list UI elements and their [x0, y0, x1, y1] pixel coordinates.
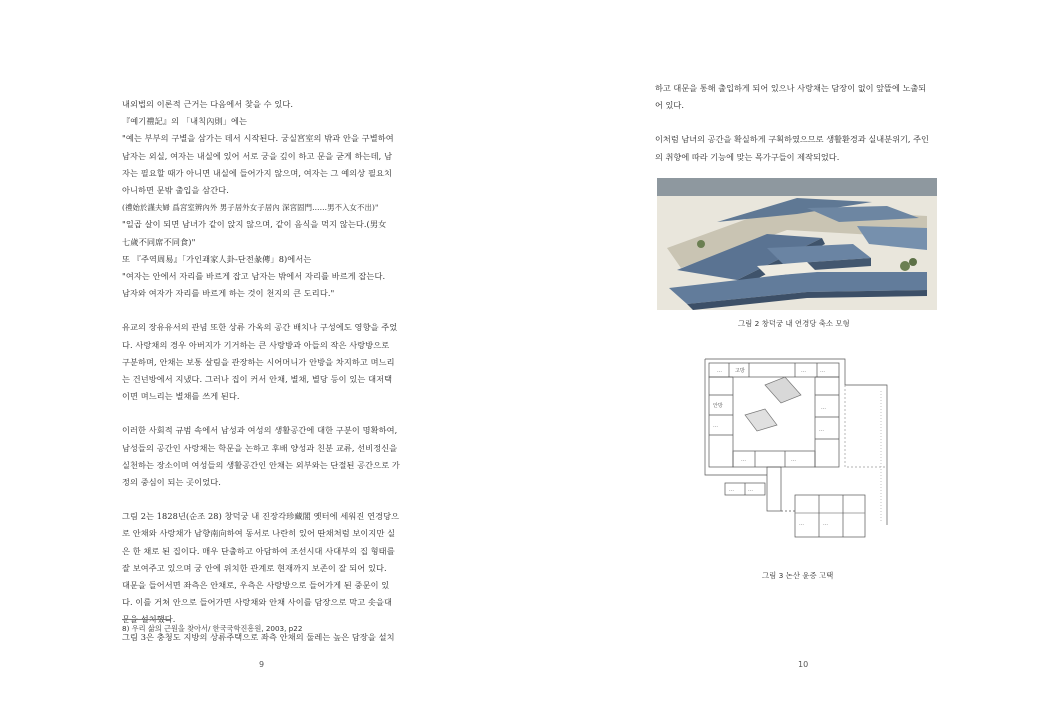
- left-body-text: [122, 96, 404, 646]
- text-line: 남자와 여자가 자리를 바르게 하는 것이 천지의 큰 도리다.": [122, 288, 335, 299]
- plan-label: …: [820, 368, 825, 374]
- text-line: 다. 사랑채의 경우 아버지가 기거하는 큰 사랑방과 아들의 작은 사랑방으로: [122, 339, 390, 350]
- plan-label: 고방: [735, 368, 745, 374]
- text-line: 어 있다.: [655, 100, 684, 111]
- text-line: 남자는 외실, 여자는 내실에 있어 서로 궁을 깊이 하고 문을 굳게 하는데, 남: [122, 150, 393, 161]
- text-line: 그림 2는 1828년(순조 28) 창덕궁 내 진장각珍藏閣 옛터에 세워진 연경당으: [122, 511, 400, 522]
- text-line: 잘 보여주고 있으며 궁 안에 위치한 관계로 현재까지 보존이 잘 되어 있다.: [122, 562, 387, 573]
- figure-3-caption: 그림 3 논산 윤증 고택: [762, 571, 834, 580]
- text-line: 자는 필요할 때가 아니면 내실에 들어가지 않으며, 여자는 그 예의상 필요치: [122, 167, 393, 178]
- paragraph-1: [655, 80, 938, 114]
- right-page: [530, 0, 1060, 719]
- figure-2-caption: 그림 2 창덕궁 내 연경당 축소 모형: [738, 319, 850, 328]
- text-line: 그림 3은 충청도 지방의 상류주택으로 좌측 안채의 둘레는 높은 담장을 설치: [122, 631, 395, 642]
- text-line: 는 건넌방에서 지냈다. 그러나 집이 커서 안채, 별채, 별당 등이 있는 대저택: [122, 374, 393, 385]
- plan-label: …: [748, 487, 753, 493]
- plan-label: …: [729, 487, 734, 493]
- text-line: 『예기禮記』의 「내칙內則」에는: [122, 116, 248, 127]
- text-line: 내외법의 이론적 근거는 다음에서 찾을 수 있다.: [122, 99, 294, 109]
- text-line: 이면 며느리는 별채를 쓰게 된다.: [122, 391, 240, 402]
- plan-label: …: [819, 427, 824, 433]
- plan-label: …: [801, 368, 806, 374]
- text-line: 다. 이를 거쳐 안으로 들어가면 사랑채와 안채 사이를 담장으로 막고 솟을대: [122, 597, 393, 608]
- text-line: 이러한 사회적 규범 속에서 남성과 여성의 생활공간에 대한 구분이 명확하여,: [122, 425, 398, 436]
- text-line: 이처럼 남녀의 공간을 확실하게 구획하였으므로 생활환경과 실내분위기, 주인: [655, 134, 929, 145]
- text-line: 실천하는 장소이며 여성들의 생활공간인 안채는 외부와는 단절된 공간으로 가: [122, 459, 400, 470]
- text-line: 문을 설치했다.: [122, 614, 176, 625]
- page-number: 10: [798, 660, 809, 669]
- text-line: "일곱 살이 되면 남녀가 같이 앉지 않으며, 같이 음식을 먹지 않는다.(男女: [122, 219, 387, 230]
- text-line: 대문을 들어서면 좌측은 안채로, 우측은 사랑방으로 들어가게 된 중문이 있: [122, 580, 390, 591]
- text-line: 아니하면 문밖 출입을 삼간다.: [122, 185, 229, 196]
- right-body-text: [655, 80, 938, 166]
- plan-label: …: [741, 457, 746, 463]
- text-line: 유교의 장유유서의 관념 또한 상류 가옥의 공간 배치나 구성에도 영향을 주었: [122, 322, 398, 333]
- plan-label: …: [823, 521, 828, 527]
- text-line: 七歲不同席不同食)": [122, 236, 196, 247]
- plan-label: …: [821, 405, 826, 411]
- paragraph-3: [122, 422, 404, 491]
- footnote-divider: [122, 619, 170, 620]
- plan-label: …: [717, 368, 722, 374]
- text-line: (禮始於謹夫婦 爲宮室辨內外 男子居外女子居內 深宮固門……男不入女不出)": [122, 203, 379, 213]
- text-line: 또 『주역周易』「가인괘家人卦-단전彖傳」8)에서는: [122, 253, 312, 264]
- house-model-illustration: [657, 178, 937, 310]
- paragraph-2: [122, 319, 404, 405]
- text-line: 남성들의 공간인 사랑채는 학문을 논하고 후배 양성과 친분 교류, 선비정신을: [122, 442, 398, 453]
- text-line: 정의 중심이 되는 곳이었다.: [122, 477, 221, 488]
- text-line: 의 취향에 따라 기능에 맞는 목가구들이 제작되었다.: [655, 151, 840, 162]
- text-line: 하고 대문을 통해 출입하게 되어 있으나 사랑채는 담장이 없이 앞뜰에 노출되: [655, 83, 927, 93]
- figure-3-floor-plan: [695, 355, 890, 560]
- footnote: 8) 우리 삶의 근원을 찾아서/ 한국국학진흥원, 2003, p22: [122, 624, 303, 633]
- text-line: "여자는 안에서 자리를 바르게 잡고 남자는 밖에서 자리를 바르게 잡는다.: [122, 271, 386, 282]
- text-line: 로 안채와 사랑채가 남향南向하여 동서로 나란히 있어 딴채처럼 보이지만 실: [122, 528, 396, 539]
- text-line: 은 한 채로 된 집이다. 매우 단출하고 아담하여 조선시대 사대부의 집 형태를: [122, 545, 395, 556]
- plan-label: …: [791, 457, 796, 463]
- text-line: 구분하며, 안채는 보통 살림을 관장하는 시어머니가 안방을 차지하고 며느리: [122, 356, 395, 367]
- plan-label: …: [713, 423, 718, 429]
- text-line: "예는 부부의 구별을 삼가는 데서 시작된다. 궁실宮室의 밖과 안을 구별하여: [122, 133, 394, 144]
- plan-label: …: [799, 521, 804, 527]
- paragraph-1: [122, 96, 404, 302]
- page-number: 9: [259, 660, 265, 669]
- paragraph-2: [655, 131, 938, 165]
- plan-label: 안방: [713, 403, 723, 409]
- figure-2-photo: [657, 178, 937, 310]
- floor-plan-drawing: [695, 355, 890, 560]
